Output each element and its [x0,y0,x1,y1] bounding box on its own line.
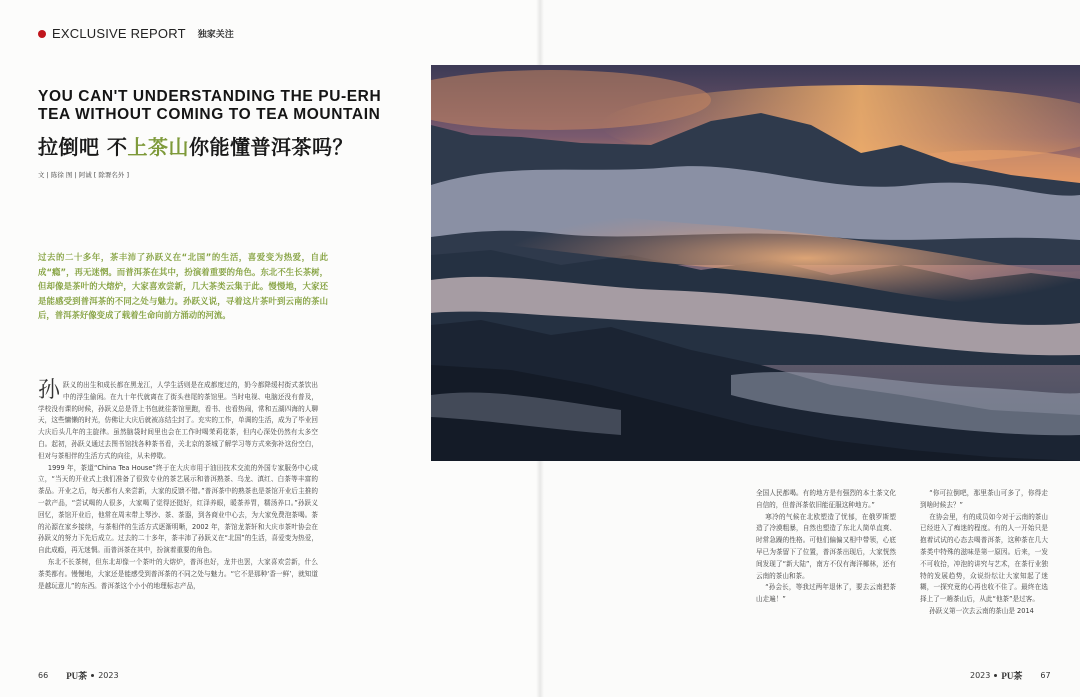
footer-right [970,669,1051,682]
drop-cap: 孙 [38,378,61,403]
mountain-landscape-illustration [431,65,1080,461]
col-c-paragraph-1: “你可拉倒吧，那里茶山可多了，你得走到啥时候去？” [920,489,1048,509]
red-dot-icon [38,30,46,38]
body-column-left [38,380,318,592]
section-label-en: EXCLUSIVE REPORT [52,26,186,41]
col-b-paragraph-3: “孙会长，等我过两年退休了，要去云南把茶山走遍！” [756,583,896,604]
section-label-cn: 独家关注 [197,30,234,40]
page-number-right: 67 [1040,671,1051,680]
col-b-paragraph-2: 寒冷的气候在北欧塑造了忧郁，在俄罗斯塑造了冷漠粗暴，自然也塑造了东北人简单直爽、时常急躁的性格。可他们偏偏又相中带领，心底早已为茶留下了位置，普洱茶出现后，大家恍然间发现了“新大陆”，南方不仅有海洋椰林，还有云南的茶山和茶。 [756,512,896,580]
footer-left [38,669,119,682]
col-c-paragraph-2: 在协会里，有的成员如今对于云南的茶山已经进入了痴迷的程度。有的人一开始只是抱着试试的心态去喝普洱茶，这种茶在几大茶类中特殊的滋味是第一原因。后来，一发不可收拾，冲泡的讲究与艺术，在茶行业独特的发展趋势，众说纷纭让大家知起了迷糊，一探究竟的心再也收不住了。最终在选择上了一趟茶山后，从此“他茶”是过客。 [920,512,1048,604]
body-paragraph-2: 1999 年，茶道“China Tea House”终于在大庆市用于油田技术交流的外国专家服务中心成立，“当天的开业式上我们准备了很致专业的茶艺展示和普洱熟茶、乌龙、滇红、白茶等丰富的茶品。开业之后，每天都有人来尝新，大家的反馈不错。”普洱茶中的熟茶也是茶馆开业后主推的一款产品，“尝试喝的人很多，大家喝了觉得还挺好，红泽养眼，暖茶养胃，糯汤养口。”孙跃义回忆，茶馆开业后，他常在周末带上琴沙、茶、茶器，到各商业中心去，为大家免费泡茶喝。茶的沁源在家乡接续，与茶相伴的生活方式逐渐明晰，2002 年，茶馆龙茶轩和大庆市茶叶协会在孙跃义的努力下先后成立。过去的二十多年，茶丰沛了孙跃义在“北国”的生活，喜爱变为热爱，自此成瘾，再无迷惘。而普洱茶在其中，扮演着重要的角色。 [38,463,318,555]
title-cn-highlight: 上茶山 [127,135,189,159]
byline: 文 | 陈徐 图 | 阿诚 [ 除署名外 ] [38,171,129,179]
body-paragraph-1 [38,380,318,463]
title-en-line2: TEA WITHOUT COMING TO TEA MOUNTAIN [38,106,381,123]
article-title-en [38,88,408,124]
footer-dot-icon [91,674,94,677]
mountain-cloud-photo [431,65,1080,461]
title-cn-part1: 拉倒吧 不 [38,135,128,159]
footer-year-left: 2023 [98,671,119,680]
col-b-paragraph-1: 全国人民都喝。有的地方是有强烈的本土茶文化自信的，但普洱茶依旧能征服这种地方。” [756,489,896,509]
body-column-right-1 [756,488,896,606]
title-en-line1: YOU CAN'T UNDERSTANDING THE PU-ERH [38,88,382,105]
section-tag [38,26,234,41]
title-cn-part2: 你能懂普洱茶吗？ [188,135,353,159]
body-paragraph-3: 东北不长茶树，但东北却像一个茶叶的大熔炉，普洱也好，龙井也罢，大家喜欢尝新，什么茶类都有。慢慢地，大家还是能感受到普洱茶的不同之处与魅力。“它不是那种‘香一鲜’，就知道是越玩意儿”的东西。普洱茶这个小小的地理标志产品， [38,557,318,590]
page-number-left: 66 [38,671,49,680]
lead-paragraph: 过去的二十多年，茶丰沛了孙跃义在“北国”的生活，喜爱变为热爱，自此成“瘾”，再无迷惘。而普洱茶在其中，扮演着重要的角色。东北不生长茶树，但却像是茶叶的大熔炉，大家喜欢尝新，几大茶类云集于此。慢慢地，大家还是能感受到普洱茶的不同之处与魅力。孙跃义说，寻着这片茶叶到云南的茶山后，普洱茶好像变成了载着生命向前方涌动的河流。 [38,252,328,321]
footer-year-right: 2023 [970,671,991,680]
footer-dot-icon [994,674,997,677]
body-column-right-2 [920,488,1048,618]
article-title-cn [38,131,353,160]
magazine-brand-left: PU茶 [66,671,88,681]
magazine-brand-right: PU茶 [1001,671,1023,681]
col-c-paragraph-3: 孙跃义第一次去云南的茶山是 2014 [929,606,1034,615]
body-paragraph-1-text: 跃义的出生和成长都在黑龙江，人学生活则是在成都度过的，奶今都降缓村街式茶饮出中的浮生偷闲。在九十年代就离在了街头巷尾的茶馆里。当时电视、电脑还没有普及，学校没有课的时候，孙跃义总是背上书包就往茶馆里跑，看书、也看热闹，常和五湖四海的人聊天，这些慵懒的时光，仿佛让大庆后就被冻结尘封了。充实的工作，单调的生活，成为了毕业回大庆后头几年的主旋律。虽然脑袋时间里也会在工作时喝茉莉花茶，但内心深处仍然有太多空白。起初，孙跃义通过去图书馆找各种茶书看，关北京的茶城了解学习等方式来弥补这份空白，但对与茶相伴的生活方式的向往，从未停歇。 [38,381,318,460]
